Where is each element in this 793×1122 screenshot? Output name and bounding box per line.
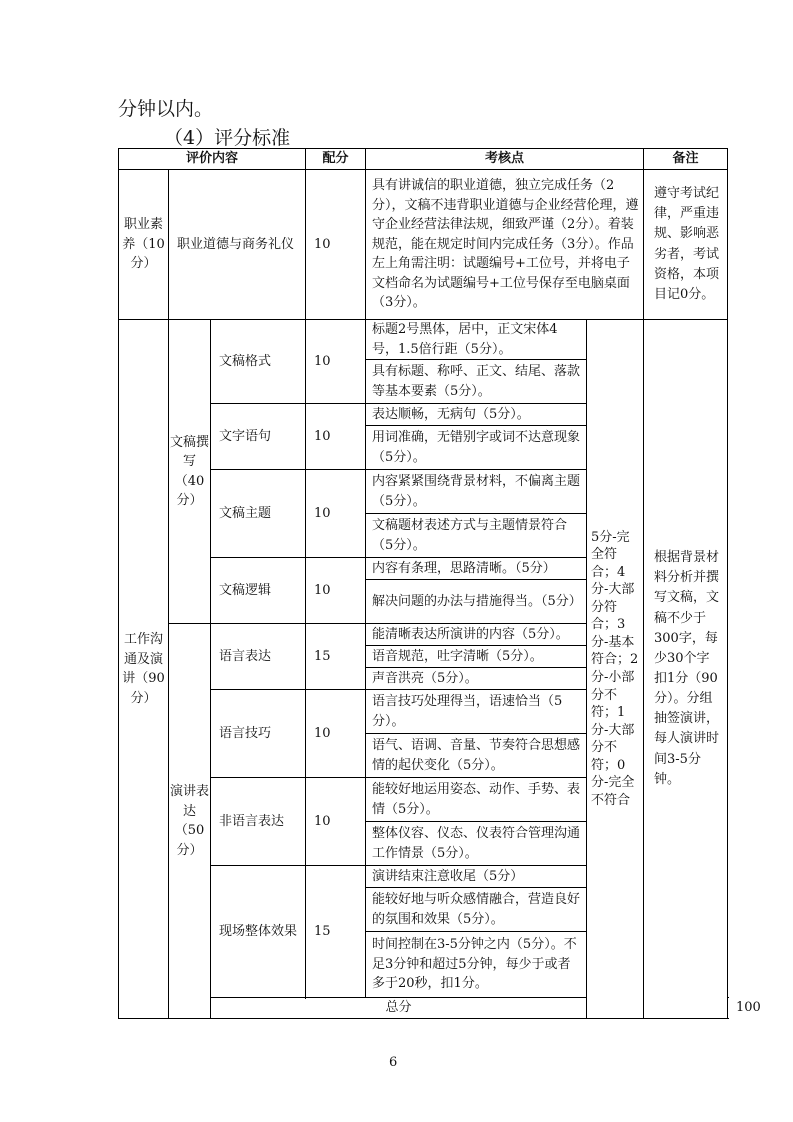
point-format-2: 具有标题、称呼、正文、结尾、落款等基本要素（5分）。 bbox=[366, 360, 587, 404]
item-theme: 文稿主题 bbox=[211, 470, 306, 558]
item-expression: 语言表达 bbox=[211, 624, 306, 690]
points-professional: 具有讲诚信的职业道德，独立完成任务（2分），文稿不违背职业道德与企业经营伦理，遵守企业经营法律法规，细致严谨（2分）。着装规范，能在规定时间内完成任务（3分）。作品左上角需注明：试题编号+工位号，并将电子文档命名为试题编号+工位号保存至电脑桌面（3分）。 bbox=[366, 170, 644, 320]
score-technique: 10 bbox=[306, 690, 366, 778]
score-logic: 10 bbox=[306, 558, 366, 624]
point-overall-3: 时间控制在3-5分钟之内（5分）。不足3分钟和超过5分钟，每少于或者多于20秒，扣1分。 bbox=[366, 932, 587, 998]
header-note: 备注 bbox=[644, 149, 728, 170]
item-professional: 职业道德与商务礼仪 bbox=[169, 170, 306, 320]
subcategory-speech: 演讲表达（50分） bbox=[169, 624, 211, 1019]
category-work: 工作沟通及演讲（90分） bbox=[119, 320, 169, 1019]
point-logic-1: 内容有条理，思路清晰。（5分） bbox=[366, 558, 587, 580]
score-professional: 10 bbox=[306, 170, 366, 320]
item-overall: 现场整体效果 bbox=[211, 866, 306, 998]
item-logic: 文稿逻辑 bbox=[211, 558, 306, 624]
page-number: 6 bbox=[389, 1055, 398, 1070]
total-row: 总分 100 bbox=[119, 998, 728, 1019]
subcategory-writing: 文稿撰写（40分） bbox=[169, 320, 211, 624]
note-professional: 遵守考试纪律，严重违规、影响恶劣者，考试资格，本项目记0分。 bbox=[644, 170, 728, 320]
point-theme-2: 文稿题材表述方式与主题情景符合（5分）。 bbox=[366, 514, 587, 558]
header-score: 配分 bbox=[306, 149, 366, 170]
intro-text: 分钟以内。 bbox=[118, 98, 214, 120]
professional-row bbox=[119, 170, 728, 320]
header-content: 评价内容 bbox=[119, 149, 306, 170]
score-theme: 10 bbox=[306, 470, 366, 558]
section-title: （4）评分标准 bbox=[164, 127, 291, 149]
note-work: 根据背景材料分析并撰写文稿，文稿不少于300字，每少30个字扣1分（90分）。分组抽签演讲，每人演讲时间3-5分钟。 bbox=[644, 320, 728, 1019]
score-wording: 10 bbox=[306, 404, 366, 470]
total-label: 总分 bbox=[211, 998, 587, 1019]
point-expression-2: 语音规范，吐字清晰（5分）。 bbox=[366, 646, 587, 668]
scoring-levels: 5分-完全符合；4分-大部分符合；3分-基本符合；2分-小部分不符；1分-大部分不符；0分-完全不符合 bbox=[587, 320, 644, 1019]
point-wording-1: 表达顺畅，无病句（5分）。 bbox=[366, 404, 587, 426]
point-format-1: 标题2号黑体，居中，正文宋体4号，1.5倍行距（5分）。 bbox=[366, 320, 587, 360]
category-professional: 职业素养（10分） bbox=[119, 170, 169, 320]
score-format: 10 bbox=[306, 320, 366, 404]
point-theme-1: 内容紧紧围绕背景材料，不偏离主题（5分）。 bbox=[366, 470, 587, 514]
point-logic-2: 解决问题的办法与措施得当。（5分） bbox=[366, 580, 587, 624]
table-row bbox=[119, 320, 728, 360]
point-expression-3: 声音洪亮（5分）。 bbox=[366, 668, 587, 690]
point-technique-2: 语气、语调、音量、节奏符合思想感情的起伏变化（5分）。 bbox=[366, 734, 587, 778]
scoring-table bbox=[118, 148, 761, 1019]
score-expression: 15 bbox=[306, 624, 366, 690]
point-technique-1: 语言技巧处理得当，语速恰当（5分）。 bbox=[366, 690, 587, 734]
item-wording: 文字语句 bbox=[211, 404, 306, 470]
point-nonverbal-2: 整体仪容、仪态、仪表符合管理沟通工作情景（5分）。 bbox=[366, 822, 587, 866]
item-technique: 语言技巧 bbox=[211, 690, 306, 778]
point-overall-1: 演讲结束注意收尾（5分） bbox=[366, 866, 587, 888]
point-nonverbal-1: 能较好地运用姿态、动作、手势、表情（5分）。 bbox=[366, 778, 587, 822]
header-row bbox=[119, 149, 728, 170]
header-points: 考核点 bbox=[366, 149, 644, 170]
item-format: 文稿格式 bbox=[211, 320, 306, 404]
point-expression-1: 能清晰表达所演讲的内容（5分）。 bbox=[366, 624, 587, 646]
score-overall: 15 bbox=[306, 866, 366, 998]
point-wording-2: 用词准确，无错别字或词不达意现象（5分）。 bbox=[366, 426, 587, 470]
point-overall-2: 能较好地与听众感情融合，营造良好的氛围和效果（5分）。 bbox=[366, 888, 587, 932]
item-nonverbal: 非语言表达 bbox=[211, 778, 306, 866]
score-nonverbal: 10 bbox=[306, 778, 366, 866]
